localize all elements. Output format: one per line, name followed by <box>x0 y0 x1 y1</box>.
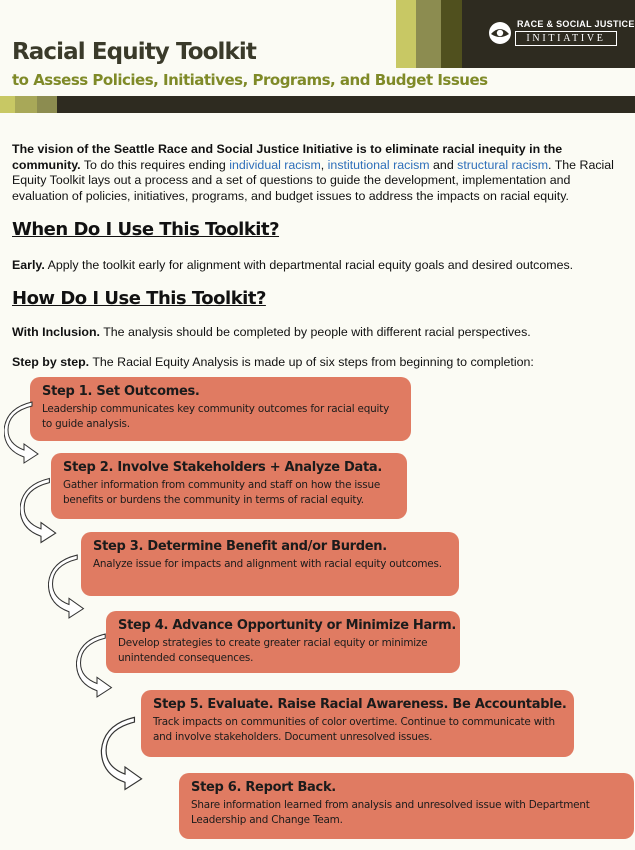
step-4-desc: Develop strategies to create greater racial equity or minimize unintended consequences. <box>118 637 428 664</box>
intro-paragraph <box>12 142 624 204</box>
divider-band <box>0 96 635 113</box>
intro-text: . The Racial Equity Toolkit lays out a process and a set of questions to guide the development, implementation and evaluation of policies, initiatives, programs, and budget issues to address the impacts on racial equity. <box>12 157 614 203</box>
page-subtitle: to Assess Policies, Initiatives, Programs, and Budget Issues <box>12 71 488 89</box>
step-5-box <box>141 690 574 757</box>
divider-stripe <box>0 96 15 113</box>
step-3-desc: Analyze issue for impacts and alignment with racial equity outcomes. <box>93 558 442 570</box>
logo-top-text: RACE & SOCIAL JUSTICE <box>517 19 635 29</box>
when-heading: When Do I Use This Toolkit? <box>12 219 280 240</box>
divider-stripe <box>37 96 57 113</box>
step-1-title: Step 1. Set Outcomes. <box>42 384 200 399</box>
header-stripe <box>441 0 462 68</box>
when-paragraph <box>12 258 573 272</box>
step-by-step-bold: Step by step. <box>12 355 90 369</box>
step-6-box <box>179 773 634 839</box>
inclusion-paragraph <box>12 325 531 339</box>
divider-stripe <box>15 96 37 113</box>
step-2-title: Step 2. Involve Stakeholders + Analyze Data. <box>63 460 383 475</box>
intro-text: and <box>429 157 458 172</box>
inclusion-text: The analysis should be completed by people with different racial perspectives. <box>100 325 531 339</box>
curved-arrow-icon <box>48 553 90 621</box>
step-3-box <box>81 532 459 596</box>
how-heading: How Do I Use This Toolkit? <box>12 288 266 309</box>
step-by-step-paragraph <box>12 355 534 369</box>
step-4-box <box>106 611 460 673</box>
curved-arrow-icon <box>20 475 62 547</box>
step-1-box <box>30 377 411 441</box>
curved-arrow-icon <box>76 632 118 700</box>
when-bold: Early. <box>12 258 45 272</box>
step-5-desc: Track impacts on communities of color overtime. Continue to communicate with and involve stakeholders. Document unresolved issues. <box>153 716 555 743</box>
curved-arrow-icon <box>4 400 44 466</box>
page-title: Racial Equity Toolkit <box>12 39 256 65</box>
logo-icon <box>487 20 513 46</box>
logo-bottom-text: INITIATIVE <box>515 31 617 46</box>
step-2-box <box>51 453 407 519</box>
header-stripe <box>396 0 416 68</box>
structural-racism-link[interactable]: structural racism <box>457 157 549 172</box>
step-4-title: Step 4. Advance Opportunity or Minimize Harm. <box>118 618 456 633</box>
step-by-step-text: The Racial Equity Analysis is made up of six steps from beginning to completion: <box>89 355 534 369</box>
step-1-desc: Leadership communicates key community outcomes for racial equity to guide analysis. <box>42 403 390 430</box>
when-text: Apply the toolkit early for alignment with departmental racial equity goals and desired outcomes. <box>44 258 574 272</box>
intro-vision: The vision of the Seattle Race and Social Justice Initiative is to eliminate racial inequity in the community. <box>12 142 563 172</box>
curved-arrow-icon <box>100 715 150 793</box>
inclusion-bold: With Inclusion. <box>12 325 100 339</box>
institutional-racism-link[interactable]: institutional racism <box>327 157 430 172</box>
intro-text: , <box>320 157 328 172</box>
step-2-desc: Gather information from community and staff on how the issue benefits or burdens the community in terms of racial equity. <box>63 479 381 506</box>
step-5-title: Step 5. Evaluate. Raise Racial Awareness. Be Accountable. <box>153 697 567 712</box>
step-6-desc: Share information learned from analysis and unresolved issue with Department Leadership and Change Team. <box>191 799 590 826</box>
divider-stripe <box>57 96 635 113</box>
header-stripe <box>416 0 441 68</box>
individual-racism-link[interactable]: individual racism <box>229 157 321 172</box>
step-3-title: Step 3. Determine Benefit and/or Burden. <box>93 539 387 554</box>
intro-text: To do this requires ending <box>80 157 230 172</box>
step-6-title: Step 6. Report Back. <box>191 780 336 795</box>
